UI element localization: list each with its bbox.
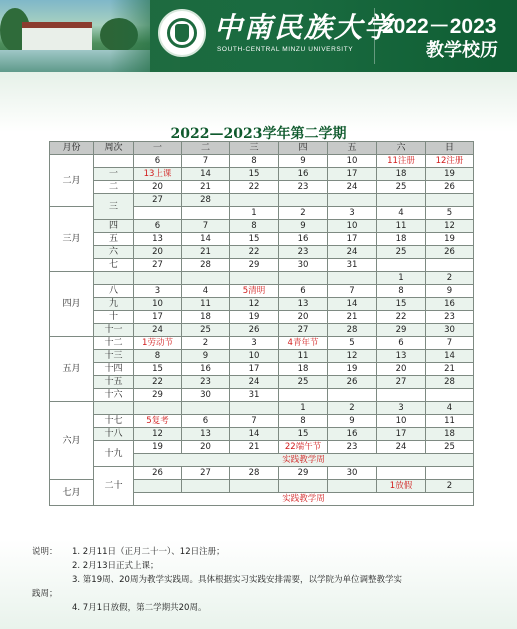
university-name: 中南民族大学 — [214, 11, 395, 44]
day-cell: 25 — [426, 441, 474, 454]
day-cell: 19 — [426, 168, 474, 181]
day-cell: 21 — [182, 181, 230, 194]
day-cell: 1劳动节 — [134, 337, 182, 350]
day-cell: 19 — [328, 363, 377, 376]
day-cell: 28 — [182, 194, 230, 207]
day-cell: 17 — [230, 363, 279, 376]
day-cell: 19 — [230, 311, 279, 324]
day-cell: 21 — [328, 311, 377, 324]
day-cell — [279, 389, 328, 402]
day-cell: 10 — [230, 350, 279, 363]
day-cell: 22 — [230, 246, 279, 259]
table-row — [50, 337, 474, 350]
day-cell: 14 — [230, 428, 279, 441]
day-cell — [230, 194, 279, 207]
practice-week-cell: 实践教学周 — [134, 493, 474, 506]
day-cell: 17 — [377, 428, 426, 441]
day-cell: 8 — [134, 350, 182, 363]
day-cell: 7 — [182, 155, 230, 168]
day-cell — [182, 402, 230, 415]
note-item: 2. 2月13日正式上课； — [72, 561, 159, 571]
table-row — [50, 441, 474, 454]
day-cell — [426, 259, 474, 272]
day-cell: 26 — [328, 376, 377, 389]
day-cell: 15 — [377, 298, 426, 311]
day-cell: 12 — [134, 428, 182, 441]
day-cell: 20 — [377, 363, 426, 376]
column-header: 二 — [182, 142, 230, 155]
day-cell: 18 — [377, 233, 426, 246]
day-cell: 10 — [328, 155, 377, 168]
day-cell — [230, 480, 279, 493]
day-cell: 6 — [182, 415, 230, 428]
day-cell: 17 — [328, 233, 377, 246]
day-cell: 11 — [377, 220, 426, 233]
day-cell: 22 — [230, 181, 279, 194]
day-cell: 26 — [426, 181, 474, 194]
day-cell: 28 — [426, 376, 474, 389]
table-row — [50, 194, 474, 207]
header-banner — [0, 0, 517, 72]
day-cell: 7 — [328, 285, 377, 298]
day-cell: 2 — [426, 272, 474, 285]
week-cell — [94, 402, 134, 415]
day-cell — [328, 389, 377, 402]
table-row — [50, 220, 474, 233]
day-cell: 18 — [279, 363, 328, 376]
month-cell: 五月 — [50, 337, 94, 402]
table-row — [50, 181, 474, 194]
day-cell — [377, 259, 426, 272]
day-cell — [377, 467, 426, 480]
day-cell: 25 — [279, 376, 328, 389]
day-cell — [279, 480, 328, 493]
day-cell: 18 — [426, 428, 474, 441]
day-cell: 27 — [134, 259, 182, 272]
day-cell: 21 — [182, 246, 230, 259]
week-cell: 三 — [94, 194, 134, 220]
day-cell: 12 — [328, 350, 377, 363]
week-cell: 十七 — [94, 415, 134, 428]
day-cell: 9 — [426, 285, 474, 298]
column-header: 周次 — [94, 142, 134, 155]
day-cell: 26 — [426, 246, 474, 259]
day-cell: 2 — [426, 480, 474, 493]
day-cell: 23 — [279, 246, 328, 259]
day-cell: 17 — [328, 168, 377, 181]
day-cell: 1 — [279, 402, 328, 415]
day-cell: 8 — [279, 415, 328, 428]
table-row — [50, 272, 474, 285]
day-cell — [230, 402, 279, 415]
column-header: 一 — [134, 142, 182, 155]
day-cell: 29 — [230, 259, 279, 272]
day-cell: 20 — [182, 441, 230, 454]
week-cell: 十五 — [94, 376, 134, 389]
day-cell: 28 — [230, 467, 279, 480]
week-cell: 四 — [94, 220, 134, 233]
day-cell: 10 — [377, 415, 426, 428]
day-cell — [377, 389, 426, 402]
day-cell: 19 — [134, 441, 182, 454]
day-cell — [134, 480, 182, 493]
table-row — [50, 389, 474, 402]
day-cell: 16 — [328, 428, 377, 441]
day-cell: 11 — [182, 298, 230, 311]
day-cell: 27 — [279, 324, 328, 337]
day-cell: 2 — [279, 207, 328, 220]
note-item: 践周； — [32, 589, 58, 599]
column-header: 六 — [377, 142, 426, 155]
day-cell: 3 — [328, 207, 377, 220]
table-row — [50, 324, 474, 337]
day-cell: 6 — [134, 220, 182, 233]
day-cell: 23 — [328, 441, 377, 454]
day-cell: 22端午节 — [279, 441, 328, 454]
day-cell: 28 — [182, 259, 230, 272]
day-cell: 8 — [377, 285, 426, 298]
day-cell: 27 — [182, 467, 230, 480]
column-header: 五 — [328, 142, 377, 155]
day-cell: 15 — [230, 168, 279, 181]
day-cell: 24 — [134, 324, 182, 337]
day-cell: 5清明 — [230, 285, 279, 298]
day-cell: 18 — [182, 311, 230, 324]
column-header: 月份 — [50, 142, 94, 155]
day-cell: 4青年节 — [279, 337, 328, 350]
day-cell — [279, 272, 328, 285]
day-cell: 9 — [182, 350, 230, 363]
day-cell: 29 — [377, 324, 426, 337]
day-cell: 11注册 — [377, 155, 426, 168]
day-cell — [377, 194, 426, 207]
day-cell: 23 — [279, 181, 328, 194]
day-cell: 5复考 — [134, 415, 182, 428]
day-cell: 15 — [279, 428, 328, 441]
day-cell — [134, 272, 182, 285]
day-cell: 17 — [134, 311, 182, 324]
note-item: 1. 2月11日（正月二十一）、12日注册； — [72, 547, 225, 557]
day-cell: 6 — [134, 155, 182, 168]
note-item: 3. 第19周、20周为教学实践周。具体根据实习实践安排需要，以学院为单位调整教学实 — [72, 575, 402, 585]
day-cell: 25 — [377, 246, 426, 259]
table-row — [50, 168, 474, 181]
day-cell: 16 — [279, 168, 328, 181]
day-cell: 10 — [134, 298, 182, 311]
day-cell — [328, 194, 377, 207]
day-cell — [426, 467, 474, 480]
table-row — [50, 285, 474, 298]
day-cell — [182, 272, 230, 285]
week-cell: 九 — [94, 298, 134, 311]
table-row — [50, 246, 474, 259]
day-cell: 16 — [426, 298, 474, 311]
day-cell: 7 — [426, 337, 474, 350]
day-cell: 27 — [134, 194, 182, 207]
day-cell: 1 — [377, 272, 426, 285]
day-cell — [426, 194, 474, 207]
day-cell: 7 — [230, 415, 279, 428]
day-cell: 13 — [182, 428, 230, 441]
week-cell: 二十 — [94, 467, 134, 506]
day-cell: 15 — [230, 233, 279, 246]
day-cell: 19 — [426, 233, 474, 246]
calendar-name: 教学校历 — [426, 40, 498, 61]
table-row — [50, 363, 474, 376]
table-row — [50, 467, 474, 480]
day-cell: 8 — [230, 220, 279, 233]
note-item: 4. 7月1日放假，第二学期共20周。 — [72, 603, 207, 613]
day-cell: 12 — [230, 298, 279, 311]
day-cell: 22 — [134, 376, 182, 389]
week-cell: 十二 — [94, 337, 134, 350]
day-cell — [230, 272, 279, 285]
day-cell: 20 — [279, 311, 328, 324]
calendar-table — [49, 141, 474, 506]
week-cell: 七 — [94, 259, 134, 272]
day-cell: 27 — [377, 376, 426, 389]
week-cell: 十六 — [94, 389, 134, 402]
day-cell: 26 — [230, 324, 279, 337]
column-header: 四 — [279, 142, 328, 155]
day-cell: 14 — [182, 233, 230, 246]
week-cell: 六 — [94, 246, 134, 259]
day-cell: 11 — [279, 350, 328, 363]
day-cell: 21 — [230, 441, 279, 454]
day-cell: 4 — [377, 207, 426, 220]
week-cell: 十 — [94, 311, 134, 324]
day-cell: 10 — [328, 220, 377, 233]
day-cell — [182, 207, 230, 220]
day-cell — [279, 194, 328, 207]
day-cell: 9 — [279, 155, 328, 168]
day-cell: 29 — [279, 467, 328, 480]
day-cell: 13 — [134, 233, 182, 246]
week-cell: 五 — [94, 233, 134, 246]
table-header-row — [50, 142, 474, 155]
day-cell: 6 — [377, 337, 426, 350]
day-cell: 30 — [426, 324, 474, 337]
day-cell: 5 — [328, 337, 377, 350]
day-cell: 8 — [230, 155, 279, 168]
day-cell: 1 — [230, 207, 279, 220]
day-cell: 29 — [134, 389, 182, 402]
day-cell: 13上课 — [134, 168, 182, 181]
day-cell: 14 — [426, 350, 474, 363]
table-row — [50, 428, 474, 441]
day-cell: 20 — [134, 246, 182, 259]
day-cell: 15 — [134, 363, 182, 376]
table-row — [50, 350, 474, 363]
week-cell: 一 — [94, 168, 134, 181]
table-row — [50, 402, 474, 415]
day-cell — [426, 389, 474, 402]
day-cell: 23 — [426, 311, 474, 324]
month-cell: 三月 — [50, 207, 94, 272]
week-cell: 二 — [94, 181, 134, 194]
day-cell: 2 — [182, 337, 230, 350]
day-cell: 24 — [377, 441, 426, 454]
week-cell — [94, 272, 134, 285]
column-header: 三 — [230, 142, 279, 155]
practice-week-cell: 实践教学周 — [134, 454, 474, 467]
month-cell: 二月 — [50, 155, 94, 207]
notes-label: 说明： — [32, 547, 58, 557]
day-cell: 3 — [377, 402, 426, 415]
week-cell: 八 — [94, 285, 134, 298]
day-cell: 14 — [328, 298, 377, 311]
day-cell — [134, 402, 182, 415]
day-cell — [134, 207, 182, 220]
week-cell: 十三 — [94, 350, 134, 363]
university-emblem-icon — [158, 9, 206, 57]
day-cell: 9 — [328, 415, 377, 428]
day-cell: 9 — [279, 220, 328, 233]
day-cell: 2 — [328, 402, 377, 415]
table-row — [50, 155, 474, 168]
day-cell: 30 — [182, 389, 230, 402]
day-cell: 30 — [328, 467, 377, 480]
day-cell: 1放假 — [377, 480, 426, 493]
day-cell: 22 — [377, 311, 426, 324]
day-cell: 24 — [328, 181, 377, 194]
day-cell: 23 — [182, 376, 230, 389]
day-cell: 20 — [134, 181, 182, 194]
table-row — [50, 415, 474, 428]
table-row — [50, 311, 474, 324]
day-cell: 5 — [426, 207, 474, 220]
day-cell: 13 — [279, 298, 328, 311]
day-cell — [328, 272, 377, 285]
day-cell: 4 — [426, 402, 474, 415]
day-cell: 18 — [377, 168, 426, 181]
academic-year: 2022－2023 — [382, 15, 497, 38]
day-cell: 12注册 — [426, 155, 474, 168]
table-row — [50, 233, 474, 246]
day-cell: 24 — [328, 246, 377, 259]
week-cell: 十八 — [94, 428, 134, 441]
day-cell: 12 — [426, 220, 474, 233]
notes — [32, 545, 497, 615]
day-cell: 3 — [230, 337, 279, 350]
month-cell: 四月 — [50, 272, 94, 337]
day-cell: 14 — [182, 168, 230, 181]
day-cell: 31 — [328, 259, 377, 272]
table-row — [50, 298, 474, 311]
day-cell: 30 — [279, 259, 328, 272]
day-cell: 6 — [279, 285, 328, 298]
day-cell: 26 — [134, 467, 182, 480]
day-cell: 25 — [182, 324, 230, 337]
table-row — [50, 376, 474, 389]
day-cell: 16 — [182, 363, 230, 376]
day-cell — [182, 480, 230, 493]
table-row — [50, 259, 474, 272]
month-cell: 七月 — [50, 480, 94, 506]
day-cell: 3 — [134, 285, 182, 298]
week-cell: 十九 — [94, 441, 134, 467]
day-cell: 13 — [377, 350, 426, 363]
day-cell: 28 — [328, 324, 377, 337]
month-cell: 六月 — [50, 402, 94, 480]
column-header: 日 — [426, 142, 474, 155]
university-name-en: SOUTH-CENTRAL MINZU UNIVERSITY — [217, 46, 354, 53]
week-cell: 十一 — [94, 324, 134, 337]
day-cell: 4 — [182, 285, 230, 298]
day-cell — [328, 480, 377, 493]
day-cell: 21 — [426, 363, 474, 376]
semester-title: 2022—2023学年第二学期 — [170, 126, 347, 142]
week-cell: 十四 — [94, 363, 134, 376]
day-cell: 11 — [426, 415, 474, 428]
week-cell — [94, 155, 134, 168]
day-cell: 16 — [279, 233, 328, 246]
day-cell: 25 — [377, 181, 426, 194]
day-cell: 7 — [182, 220, 230, 233]
day-cell: 24 — [230, 376, 279, 389]
day-cell: 31 — [230, 389, 279, 402]
